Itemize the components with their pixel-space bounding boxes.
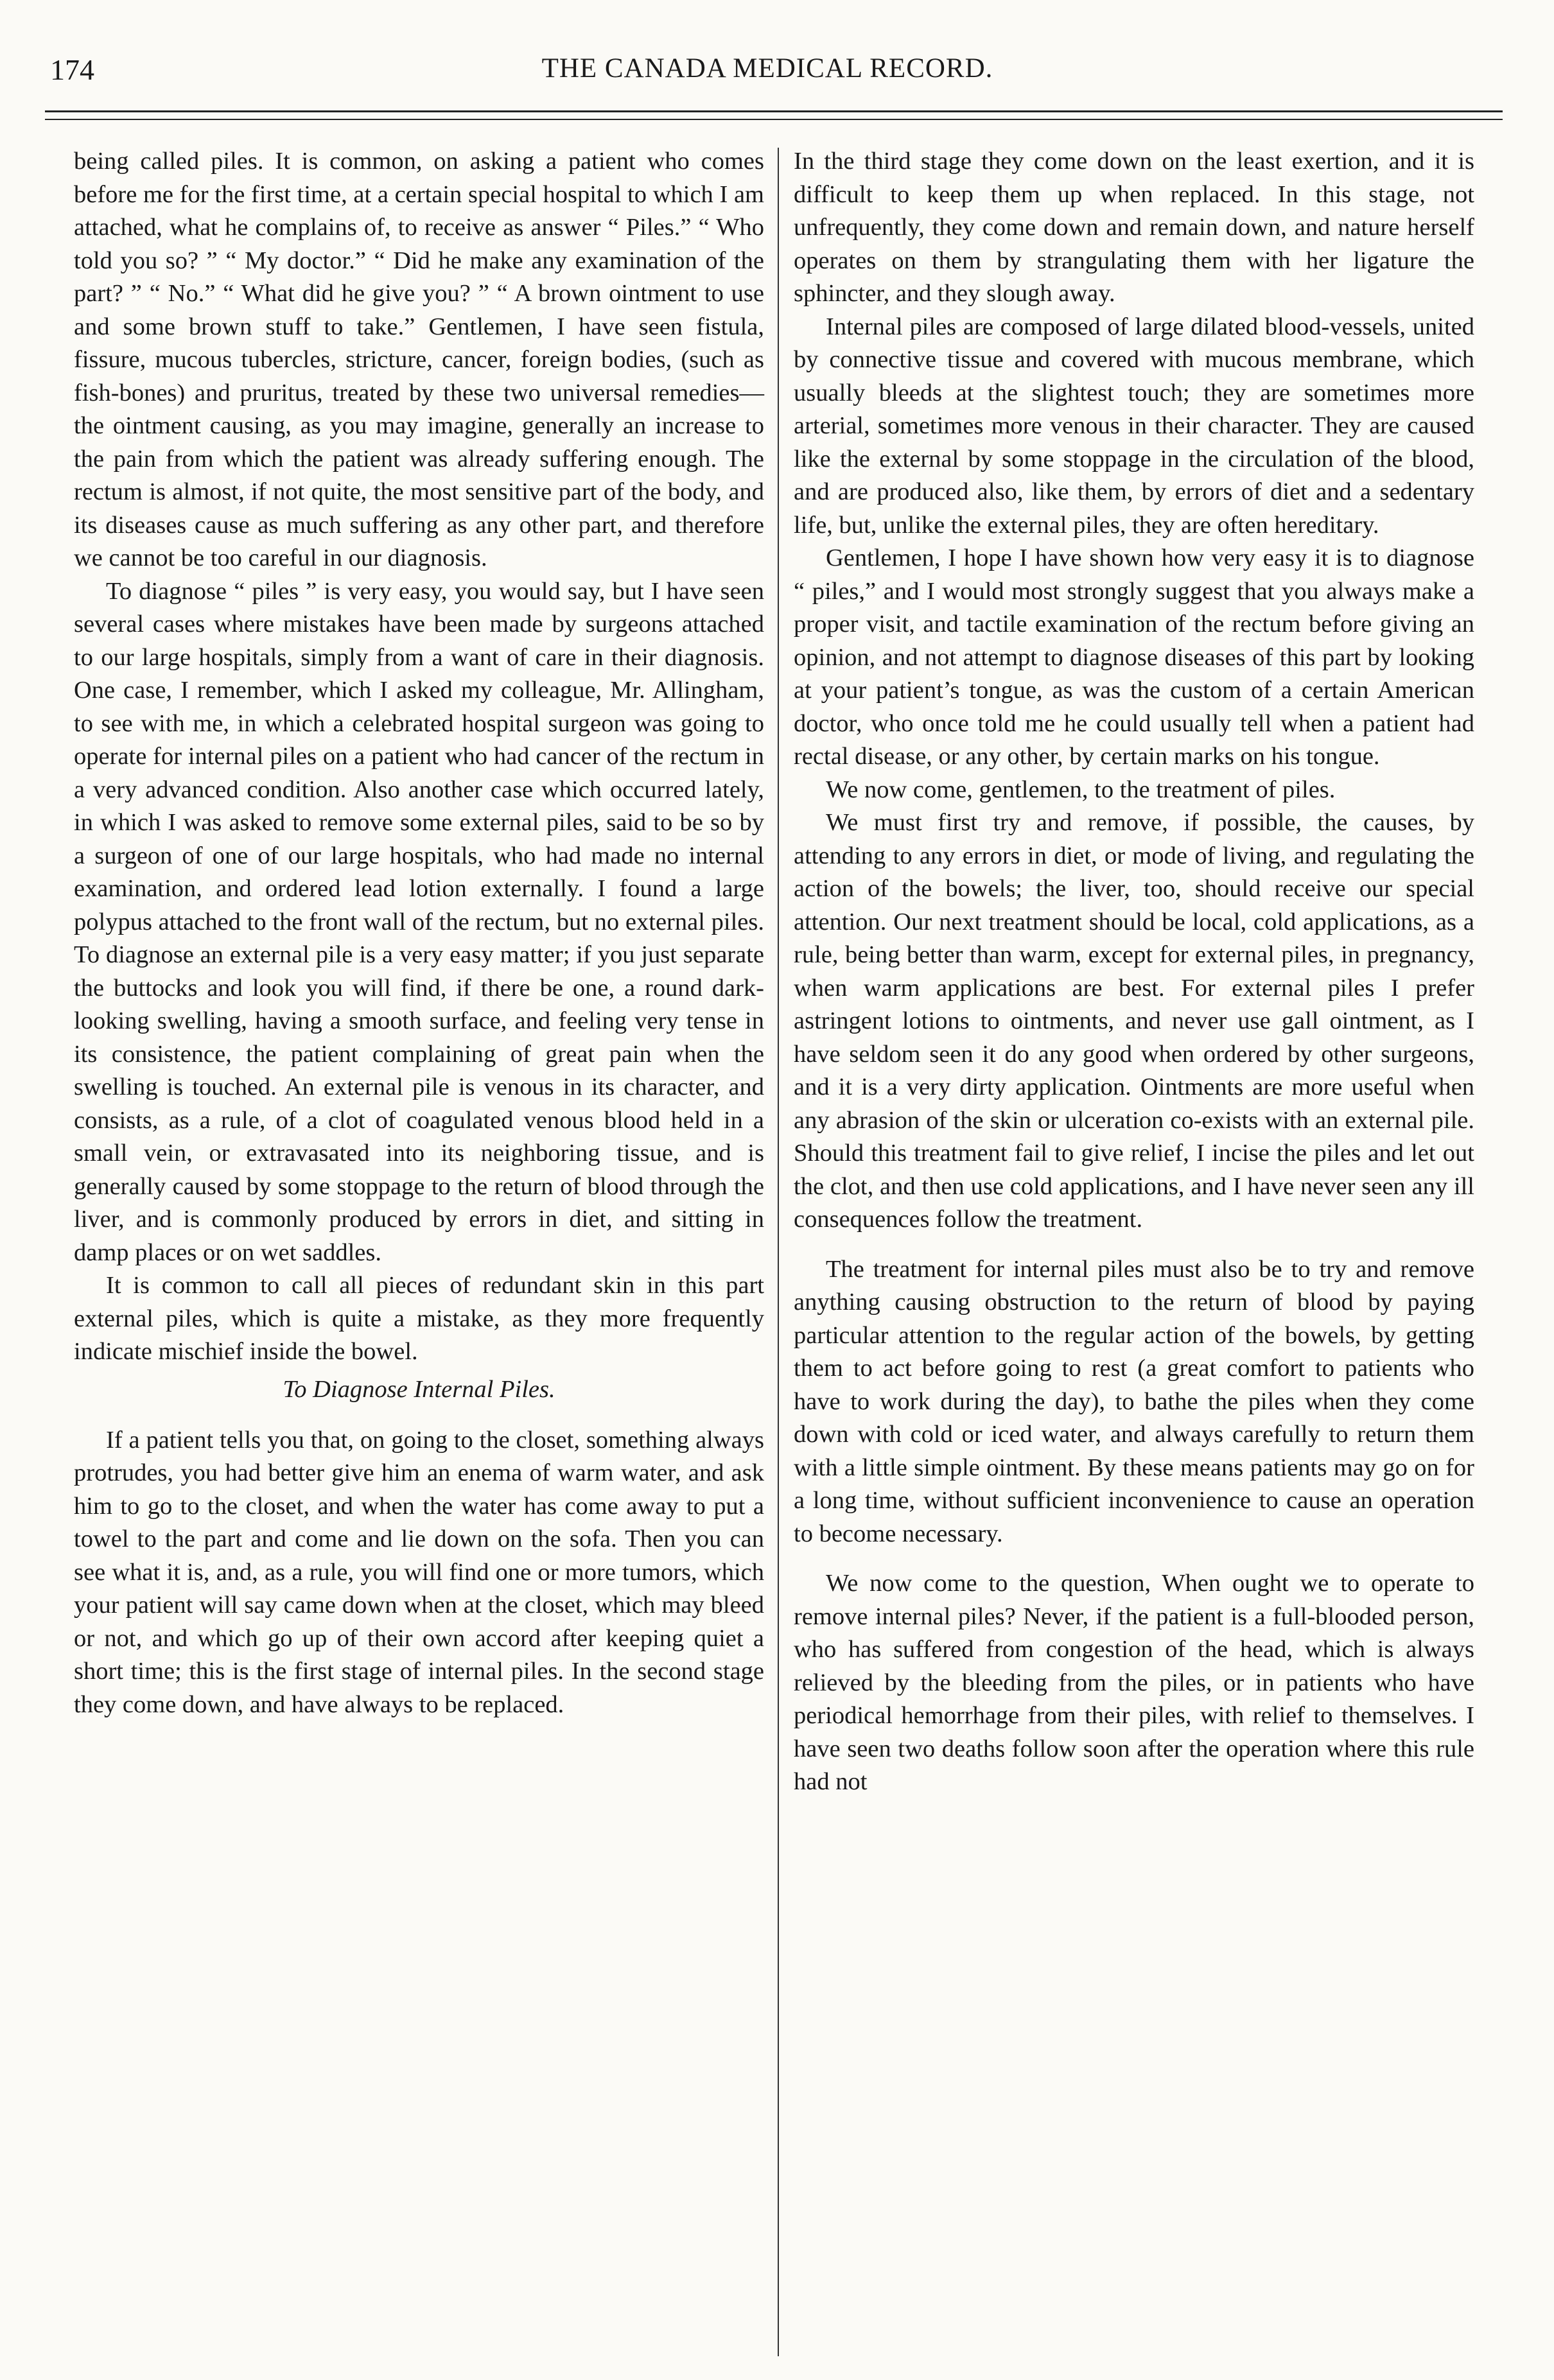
paragraph: It is common to call all pieces of redundant skin in this part external piles, which is quite a mistake, as they more frequently indicate mischief inside the bowel.	[74, 1272, 764, 1365]
header-rule-thin	[45, 119, 1503, 120]
paragraph: To diagnose “ piles ” is very easy, you would say, but I have seen several cases where mistakes have been made by surgeons attached to our large hospitals, simply from a want of care in their diagnosis. One case, I remember, which I asked my colleague, Mr. Allingham, to see with me, in which a celebrated hospital surgeon was going to operate for internal piles on a patient who had cancer of the rectum in a very advanced condition. Also another case which occurred lately, in which I was asked to remove some external piles, said to be so by a surgeon of one of our large hospitals, who had made no internal examination, and ordered lead lotion externally. I found a large polypus attached to the front wall of the rectum, but no external piles. To diagnose an external pile is a very easy matter; if you just separate the buttocks and look you will find, if there be one, a round dark-looking swelling, having a smooth surface, and feeling very tense in its consistence, the patient complaining of great pain when the swelling is touched. An external pile is venous in its character, and consists, as a rule, of a clot of coagulated venous blood held in a small vein, or extravasated into its neighboring tissue, and is generally caused by some stoppage to the return of blood through the liver, and is commonly produced by errors in diet, and sitting in damp places or on wet saddles.	[74, 577, 764, 1266]
paragraph: In the third stage they come down on the least exertion, and it is difficult to keep them up when replaced. In this stage, not unfrequently, they come down and remain down, and nature herself operates on them by strangulating them with her ligature the sphincter, and they slough away.	[794, 148, 1474, 307]
paragraph: If a patient tells you that, on going to the closet, something always protrudes, you had better give him an enema of warm water, and ask him to go to the closet, and when the water has come away to put a towel to the part and come and lie down on the sofa. Then you can see what it is, and, as a rule, you will find one or more tumors, which your patient will say came down when at the closet, which may bleed or not, and which go up of their own accord after keeping quiet a short time; this is the first stage of internal piles. In the second stage they come down, and have always to be replaced.	[74, 1426, 764, 1718]
running-title: THE CANADA MEDICAL RECORD.	[541, 53, 993, 83]
header-rule-thick	[45, 110, 1503, 112]
paragraph: The treatment for internal piles must also be to try and remove anything causing obstruction to the return of blood by paying particular attention to the regular action of the bowels, by getting them to act before going to rest (a great comfort to patients who have to work during the day), to bathe the piles when they come down with cold or iced water, and always carefully to return them with a little simple ointment. By these means patients may go on for a long time, without sufficient inconvenience to cause an operation to become necessary.	[794, 1255, 1474, 1547]
page-header	[45, 53, 1490, 91]
page-number: 174	[50, 53, 94, 86]
section-heading: To Diagnose Internal Piles.	[283, 1375, 555, 1403]
left-column	[74, 145, 764, 1721]
paragraph: We must first try and remove, if possible, the causes, by attending to any errors in diet, or mode of living, and regulating the action of the bowels; the liver, too, should receive our special attention. Our next treatment should be local, cold applications, as a rule, being better than warm, except for external piles, in pregnancy, when warm applications are best. For external piles I prefer astringent lotions to ointments, and never use gall ointment, as I have seldom seen it do any good when ordered by other surgeons, and it is a very dirty application. Ointments are more useful when any abrasion of the skin or ulceration co-exists with an external pile. Should this treatment fail to give relief, I incise the piles and let out the clot, and then use cold applications, and I have never seen any ill consequences follow the treatment.	[794, 809, 1474, 1233]
paragraph: being called piles. It is common, on asking a patient who comes before me for the first time, at a certain special hospital to which I am attached, what he complains of, to receive as answer “ Piles.” “ Who told you so? ” “ My doctor.” “ Did he make any examination of the part? ” “ No.” “ What did he give you? ” “ A brown ointment to use and some brown stuff to take.” Gentlemen, I have seen fistula, fissure, mucous tubercles, stricture, cancer, foreign bodies, (such as fish-bones) and pruritus, treated by these two universal remedies—the ointment causing, as you may imagine, generally an increase to the pain from which the patient was already suffering enough. The rectum is almost, if not quite, the most sensitive part of the body, and its diseases cause as much suffering as any other part, and therefore we cannot be too careful in our diagnosis.	[74, 148, 764, 571]
right-column	[794, 145, 1474, 1799]
paragraph: We now come to the question, When ought we to operate to remove internal piles? Never, if the patient is a full-blooded person, who has suffered from congestion of the head, which is always relieved by the bleeding from the piles, or in patients who have periodical hemorrhage from their piles, with relief to themselves. I have seen two deaths follow soon after the operation where this rule had not	[794, 1570, 1474, 1795]
column-divider	[778, 148, 779, 2356]
paragraph: We now come, gentlemen, to the treatment of piles.	[826, 776, 1336, 803]
paragraph: Gentlemen, I hope I have shown how very easy it is to diagnose “ piles,” and I would most strongly suggest that you always make a proper visit, and tactile examination of the rectum before giving an opinion, and not attempt to diagnose diseases of this part by looking at your patient’s tongue, as was the custom of a certain American doctor, who once told me he could usually tell when a patient had rectal disease, or any other, by certain marks on his tongue.	[794, 544, 1474, 770]
paragraph: Internal piles are composed of large dilated blood-vessels, united by connective tissue and covered with mucous membrane, which usually bleeds at the slightest touch; they are sometimes more arterial, sometimes more venous in their character. They are caused like the external by some stoppage in the circulation of the blood, and are produced also, like them, by errors of diet and a sedentary life, but, unlike the external piles, they are often hereditary.	[794, 313, 1474, 539]
